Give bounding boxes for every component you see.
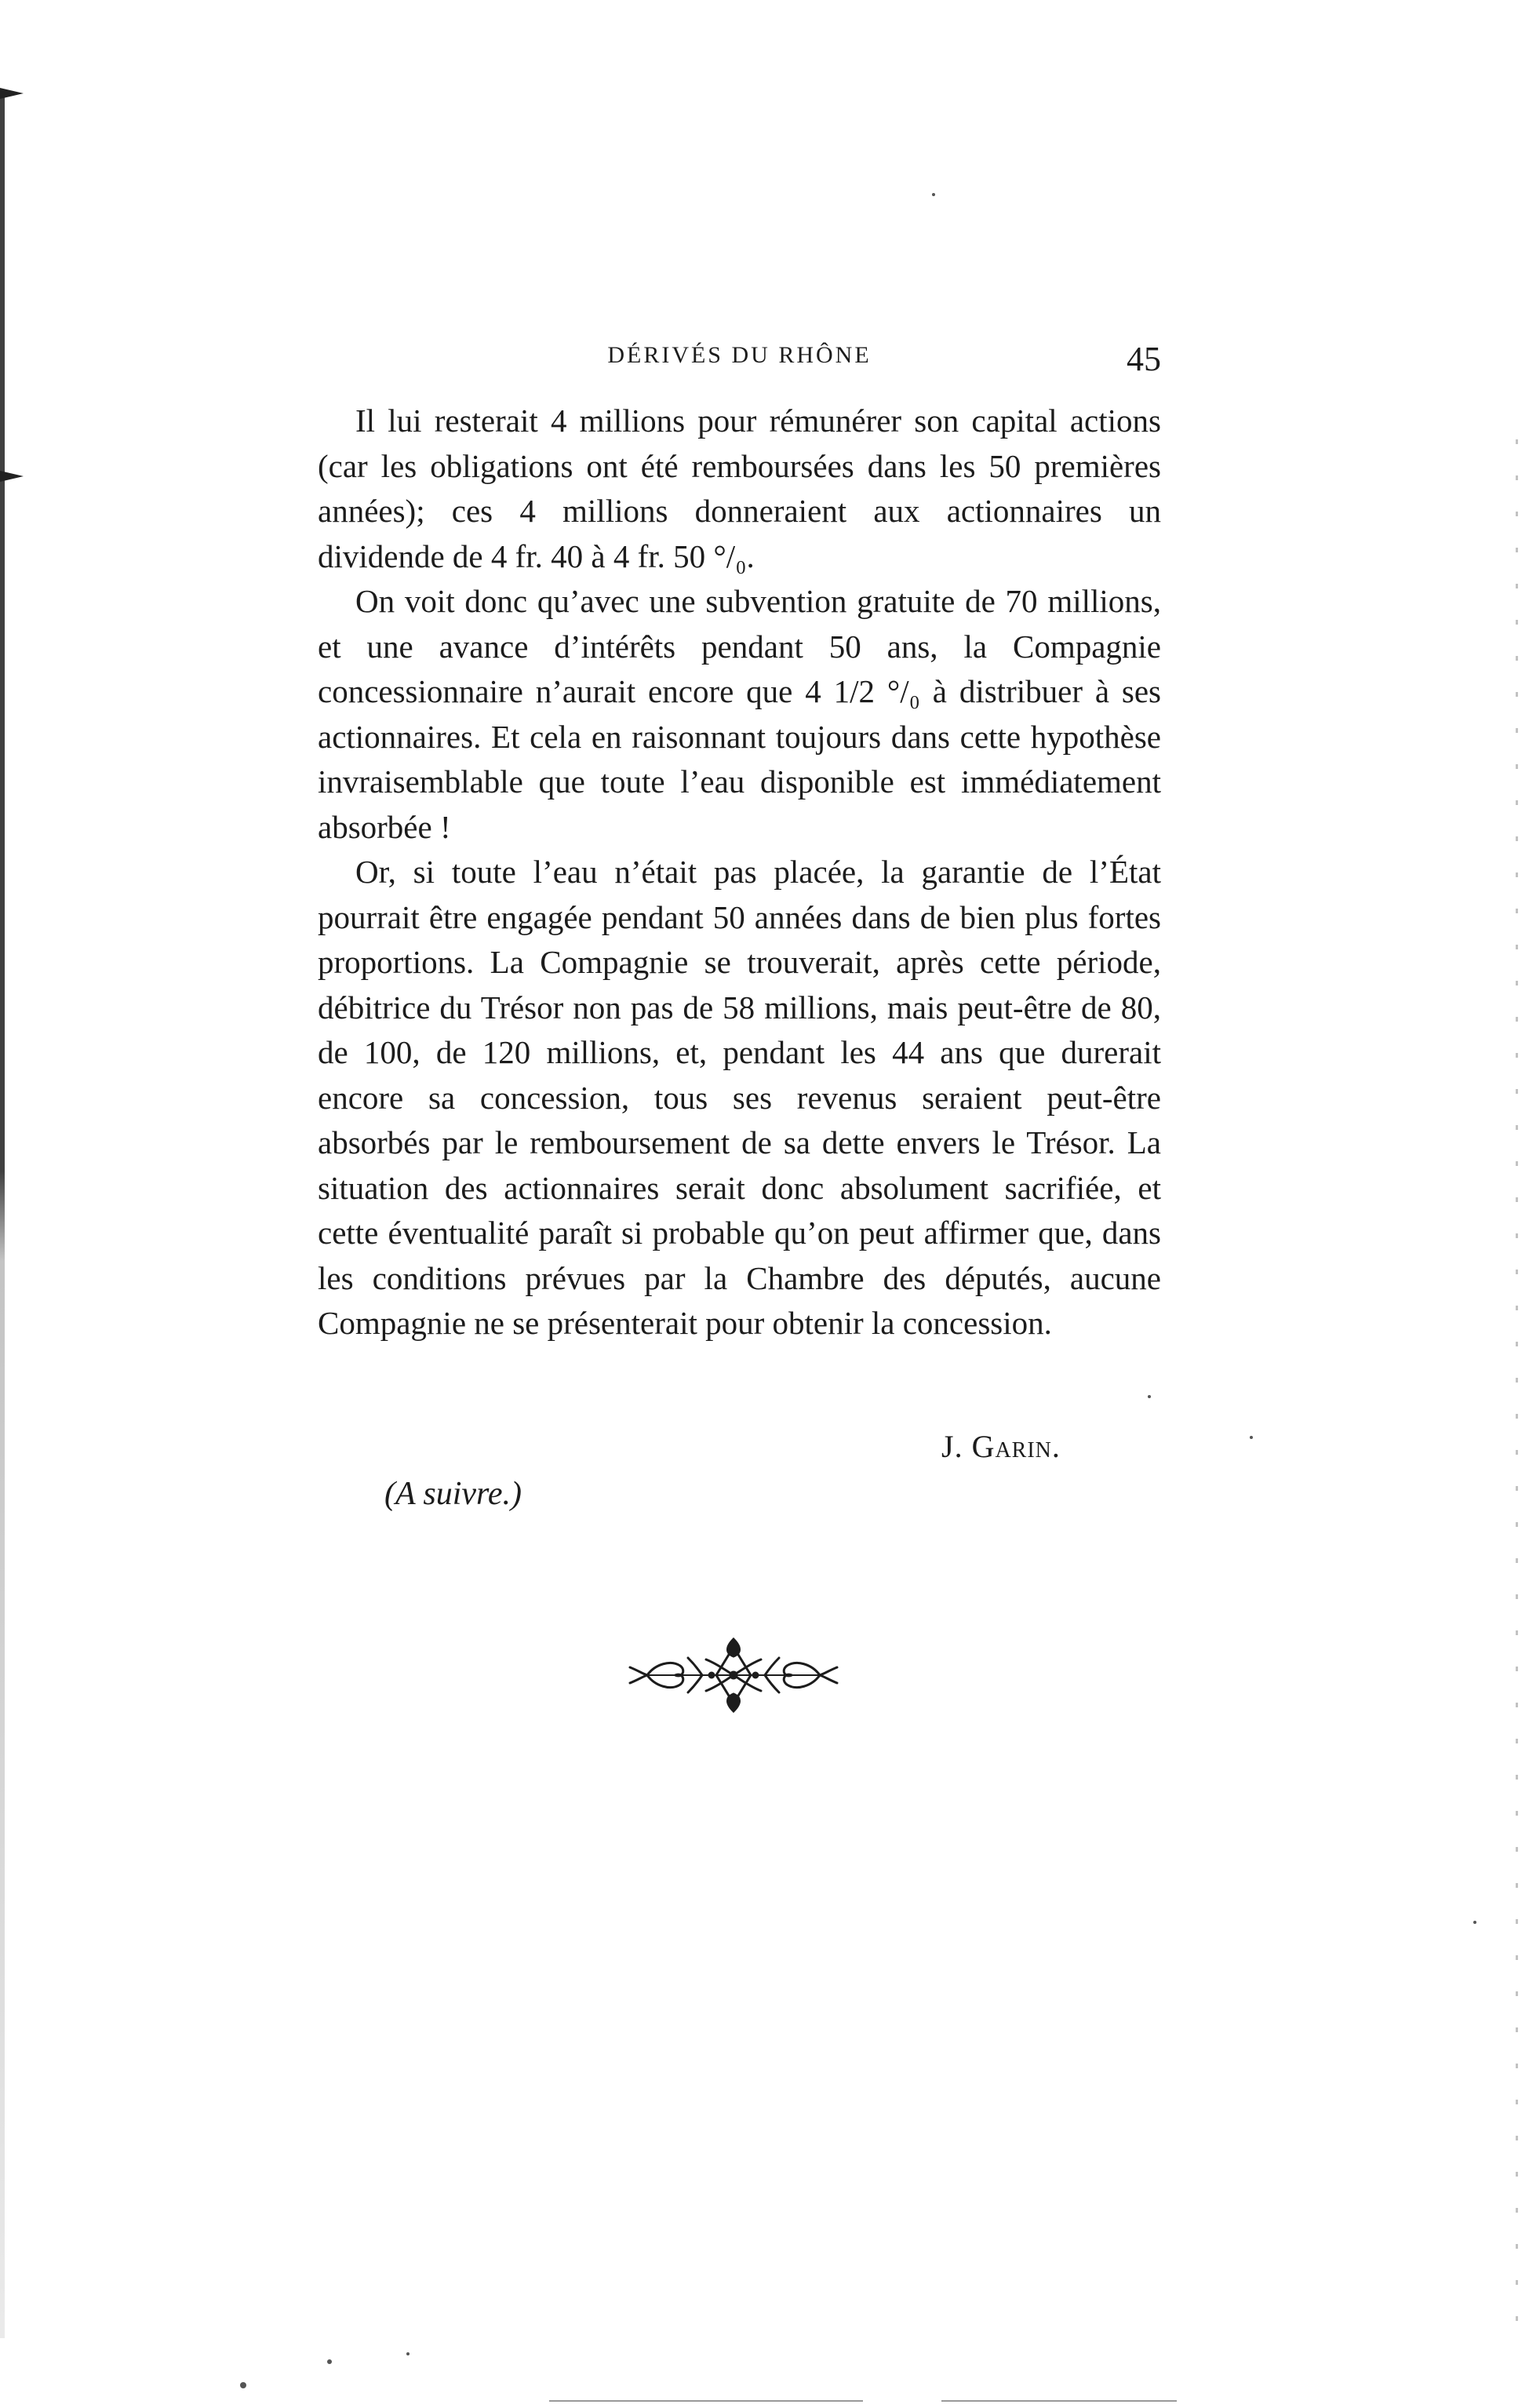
fleuron-svg (624, 1636, 843, 1714)
page-edge-mark-icon (0, 88, 24, 99)
scan-right-edge (1516, 439, 1518, 2322)
paragraph-3: Or, si toute l’eau n’était pas placée, la garantie de l’État pourrait être engagée pendant 50 années dans de bien plus fortes proportions. La Compagnie se trouverait, après cette période, débitrice du Trésor non pas de 58 millions, mais peut-être de 80, de 100, de 120 millions, et, pendant les 44 ans que durerait encore sa concession, tous ses revenus seraient peut-être absorbés par le remboursement de sa dette envers le Trésor. La situation des actionnaires serait donc absolument sacrifiée, et cette éventualité paraît si probable qu’on peut affirmer que, dans les conditions prévues par la Chambre des députés, aucune Compagnie ne se présenterait pour obtenir la concession. (318, 854, 1161, 1341)
to-be-continued-note: (A suivre.) (384, 1476, 522, 1512)
author-signature: J. Garin. (941, 1429, 1061, 1464)
paragraph-1: Il lui resterait 4 millions pour rémunérer son capital actions (car les obligations ont été remboursées dans les 50 premières années); ces 4 millions donneraient aux actionnaires un dividende de 4 fr. 40 à 4 fr. 50 °/₀. (318, 403, 1161, 574)
page-edge-mark-icon (0, 471, 24, 482)
paragraph-2: On voit donc qu’avec une subvention gratuite de 70 millions, et une avance d’intérêts pendant 50 ans, la Compagnie concessionnaire n’aurait encore que 4 1/2 °/₀ à distribuer à ses actionnaires. Et cela en raisonnant toujours dans cette hypothèse invraisemblable que toute l’eau disponible est immédiatement absorbée ! (318, 583, 1161, 845)
page-number: 45 (1127, 340, 1161, 378)
body-text (318, 399, 1161, 1346)
running-head (318, 342, 1161, 381)
running-title: DÉRIVÉS DU RHÔNE (607, 342, 872, 368)
scan-left-edge (0, 94, 5, 2338)
fleuron-ornament-icon (624, 1636, 843, 1714)
